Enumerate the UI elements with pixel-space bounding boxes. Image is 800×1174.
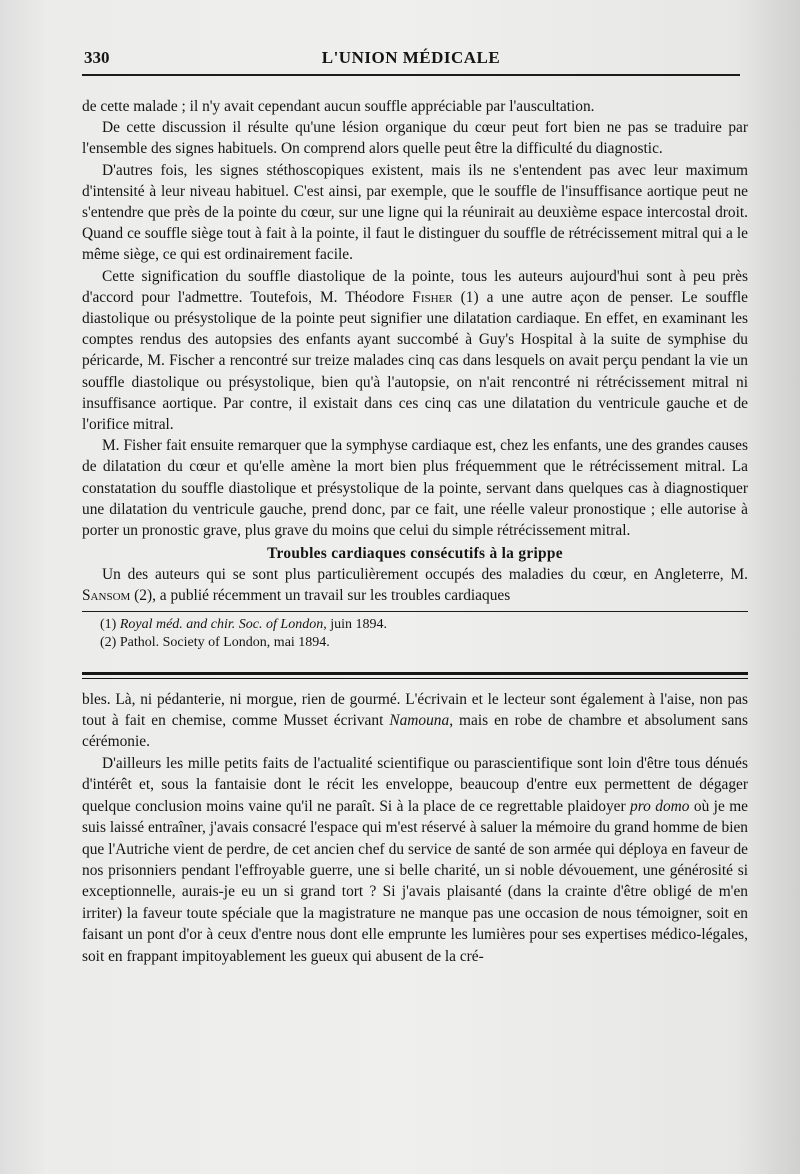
paragraph-1: de cette malade ; il n'y avait cependant aucun souffle appréciable par l'auscultation. xyxy=(82,98,595,115)
author-fisher: Fisher xyxy=(412,288,453,306)
page-header xyxy=(82,40,740,76)
feuilleton-p2-text-a: D'ailleurs les mille petits faits de l'actualité scientifique ou parascientifique sont loin d'être tous dénués d'intérêt et, sous la fantaisie dont le récit les enveloppe, beaucoup d'entre eux permettent de dégager quelque conclusion moins vaine qu'il ne paraît. Si à la place de ce regrettable plaidoyer xyxy=(82,754,748,815)
feuilleton-body xyxy=(82,689,748,967)
footnote-1-date: , juin 1894. xyxy=(323,616,387,632)
paragraph-4 xyxy=(82,266,748,436)
paragraph-4-text-b: (1) a une autre açon de penser. Le souffle diastolique ou présystolique de la pointe peut signifier une dilatation cardiaque. En effet, en examinant les comptes rendus des autopsies des enfants ayant succombé à Guy's Hospital à la suite de symphise du péricarde, M. Fischer a rencontré sur treize malades cinq cas dans lesquels on avait perçu pendant la vie un souffle diastolique ou présystolique, bien qu'à l'autopsie, on n'ait rencontré ni rétrécissement mitral ni insuffisance aortique. Par contre, il existait dans ces cinq cas une dilatation du ventricule gauche et de l'orifice mitral. xyxy=(82,288,748,434)
author-sansom: Sansom xyxy=(82,587,131,605)
paragraph-3: D'autres fois, les signes stéthoscopiques existent, mais ils ne s'entendent pas avec leur maximum d'intensité à leur niveau habituel. C'est ainsi, par exemple, que le souffle de l'insuffisance aortique peut ne s'entendre que près de la pointe du cœur, sur une ligne qui la réunirait au deuxième espace intercostal droit. Quand ce souffle siège tout à fait à la pointe, il faut le distinguer du souffle de rétrécissement mitral qui a le même siège, ce qui est ordinairement facile. xyxy=(82,161,748,264)
latin-phrase: pro domo xyxy=(630,797,690,815)
article-body xyxy=(82,96,748,607)
feuilleton-p2-text-b: où je me suis laissé entraîner, j'avais consacré l'espace qui m'est réservé à saluer la mémoire du grand homme de bien que l'Autriche vient de perdre, de cet ancien chef du service de santé de son armée qui déploya en faveur de nos prisonniers pendant l'effroyable guerre, une si belle charité, un si noble dévouement, une générosité si exceptionnelle, aurais-je eu un si grand tort ? Si j'avais plaisanté (dans la crainte d'être obligé de m'en irriter) la faveur toute spéciale que la magistrature ne manque pas une occasion de nous témoigner, soit en faisant un pont d'or à ceux d'entre nous dont elle emprunte les lumières pour ses expertises médico-légales, soit en frappant impitoyablement les gueux qui abusent de la cré- xyxy=(82,797,749,965)
footnote-1-title: Royal méd. and chir. Soc. of London xyxy=(119,616,324,632)
section-heading: Troubles cardiaques consécutifs à la grippe xyxy=(267,545,563,563)
paragraph-6-text-a: Un des auteurs qui se sont plus particulièrement occupés des maladies du cœur, en Angleterre, M. xyxy=(102,566,748,584)
footnote-divider xyxy=(82,611,748,612)
feuilleton-divider xyxy=(82,672,748,679)
page-number: 330 xyxy=(84,48,110,67)
feuilleton-p1-text-b: , mais en robe de chambre et absolument sans cérémonie. xyxy=(82,712,748,751)
feuilleton-paragraph-2 xyxy=(82,753,748,967)
footnote-1 xyxy=(82,616,748,634)
paragraph-4-text-a: Cette signification du souffle diastolique de la pointe, tous les auteurs aujourd'hui sont à peu près d'accord pour l'admettre. Toutefois, M. Théodore xyxy=(82,267,748,306)
footnotes xyxy=(82,616,748,652)
feuilleton-p1-text-a: bles. Là, ni pédanterie, ni morgue, rien de gourmé. L'écrivain et le lecteur sont également à l'aise, non pas tout à fait en chemise, comme Musset écrivant xyxy=(82,690,748,730)
feuilleton-paragraph-1 xyxy=(82,689,748,753)
paragraph-6 xyxy=(82,564,748,606)
paragraph-2: De cette discussion il résulte qu'une lésion organique du cœur peut fort bien ne pas se traduire par l'ensemble des signes habituels. On comprend alors quelle peut être la difficulté du diagnostic. xyxy=(82,119,748,158)
footnote-2: (2) Pathol. Society of London, mai 1894. xyxy=(100,634,330,650)
work-title-namouna: Namouna xyxy=(389,712,450,730)
footnote-1-marker: (1) xyxy=(100,616,120,632)
paragraph-6-text-b: (2), a publié récemment un travail sur les troubles cardiaques xyxy=(130,587,511,605)
paragraph-5: M. Fisher fait ensuite remarquer que la symphyse cardiaque est, chez les enfants, une des grandes causes de dilatation du cœur et qu'elle amène la mort bien plus fréquemment que le rétrécissement mitral. La constatation du souffle diastolique et présystolique de la pointe, servant dans quelques cas à diagnostiquer une dilatation du ventricule gauche, prend donc, par ce fait, une réelle valeur pronostique ; elle autorise à porter un pronostic grave, plus grave du moins que celui du simple rétrécissement mitral. xyxy=(82,437,748,540)
journal-title: L'UNION MÉDICALE xyxy=(321,48,501,67)
